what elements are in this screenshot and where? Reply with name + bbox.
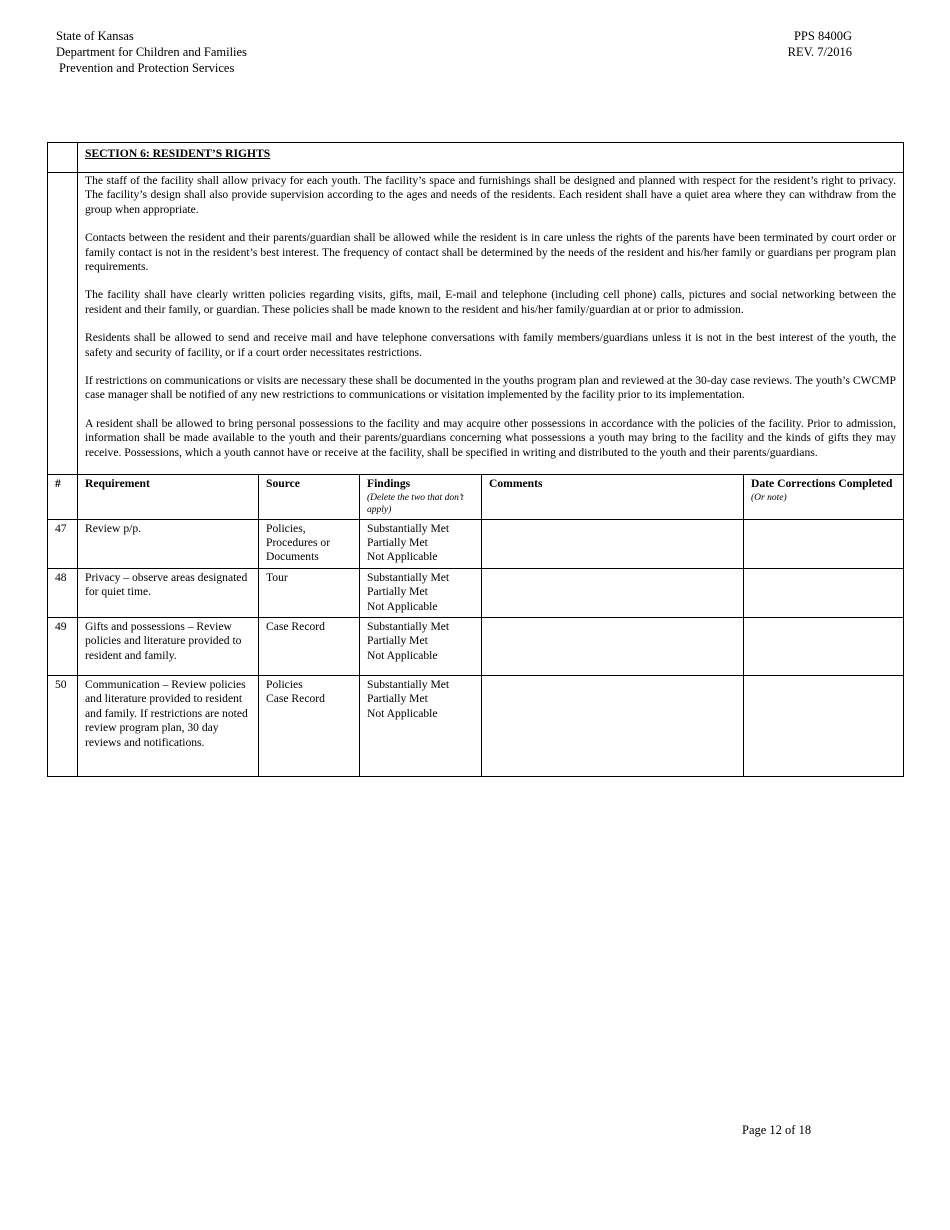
form-revision: REV. 7/2016	[787, 45, 852, 59]
finding-option[interactable]: Partially Met	[367, 535, 428, 549]
col-header-comments: Comments	[482, 475, 744, 519]
narrative-paragraph: The facility shall have clearly written policies regarding visits, gifts, mail, E-mail and telephone (including cell phone) calls, pictures and social networking between the resident and their family, or guardian. These policies shall be made known to the resident and his/her family/guardian at or prior to admission.	[85, 288, 896, 316]
row-findings[interactable]	[360, 568, 482, 617]
column-header-row	[48, 475, 904, 519]
resident-rights-table	[47, 142, 904, 777]
finding-option[interactable]: Not Applicable	[367, 550, 438, 564]
row-date-corrections[interactable]	[744, 617, 904, 675]
table-row	[48, 519, 904, 568]
col-header-requirement: Requirement	[78, 475, 259, 519]
table-row	[48, 617, 904, 675]
form-number: PPS 8400G	[793, 29, 852, 43]
header-state: State of Kansas	[56, 29, 134, 43]
row-requirement: Communication – Review policies and literature provided to resident and family. If restrictions are noted review program plan, 30 day reviews and notifications.	[78, 675, 259, 776]
page-number: Page 12 of 18	[742, 1123, 812, 1137]
section-title: SECTION 6: RESIDENT’S RIGHTS	[85, 147, 271, 160]
finding-option[interactable]: Not Applicable	[367, 599, 438, 613]
table-row	[48, 568, 904, 617]
header-division: Prevention and Protection Services	[59, 61, 235, 75]
row-requirement: Gifts and possessions – Review policies and literature provided to resident and family.	[78, 617, 259, 675]
section-title-row	[48, 143, 904, 173]
date-note: (Or note)	[751, 492, 787, 503]
narrative-paragraph: Residents shall be allowed to send and receive mail and have telephone conversations with family members/guardians unless it is not in the best interest of the youth, the safety and security of facility, or if a court order necessitates restrictions.	[85, 331, 896, 359]
row-findings[interactable]	[360, 519, 482, 568]
row-source: Policies, Procedures or Documents	[259, 519, 360, 568]
row-findings[interactable]	[360, 617, 482, 675]
narrative-paragraph: If restrictions on communications or visits are necessary these shall be documented in the youths program plan and reviewed at the 30-day case reviews. The youth’s CWCMP case manager shall be notified of any new restrictions to communications or visitation implemented by the facility prior to its implementation.	[85, 374, 896, 402]
col-header-findings: Findings (Delete the two that don’t apply)	[360, 475, 482, 519]
row-source: Case Record	[259, 617, 360, 675]
row-comments[interactable]	[482, 519, 744, 568]
header-department: Department for Children and Families	[56, 45, 247, 59]
table-row	[48, 675, 904, 776]
row-number: 50	[48, 675, 78, 776]
row-comments[interactable]	[482, 568, 744, 617]
row-requirement: Privacy – observe areas designated for quiet time.	[78, 568, 259, 617]
row-source: Policies Case Record	[259, 675, 360, 776]
row-source: Tour	[259, 568, 360, 617]
row-number: 47	[48, 519, 78, 568]
blank-cell	[48, 143, 78, 173]
narrative-row	[48, 173, 904, 475]
row-date-corrections[interactable]	[744, 519, 904, 568]
finding-option[interactable]: Substantially Met	[367, 677, 450, 691]
narrative-paragraph: The staff of the facility shall allow privacy for each youth. The facility’s space and furnishings shall be designed and planned with respect for the resident’s right to privacy. The facility’s design shall also provide supervision according to the ages and needs of the residents. Each resident shall have a quiet area where they can withdraw from the group when appropriate.	[85, 174, 896, 216]
finding-option[interactable]: Not Applicable	[367, 706, 438, 720]
row-date-corrections[interactable]	[744, 675, 904, 776]
row-number: 48	[48, 568, 78, 617]
finding-option[interactable]: Partially Met	[367, 634, 428, 648]
header-agency	[56, 28, 247, 76]
row-requirement: Review p/p.	[78, 519, 259, 568]
finding-option[interactable]: Substantially Met	[367, 619, 450, 633]
finding-option[interactable]: Substantially Met	[367, 521, 450, 535]
row-comments[interactable]	[482, 617, 744, 675]
row-findings[interactable]	[360, 675, 482, 776]
row-number: 49	[48, 617, 78, 675]
narrative-paragraph: Contacts between the resident and their parents/guardian shall be allowed while the resident is in care unless the rights of the parents have been terminated by court order or family contact is not in the resident’s best interest. The frequency of contact shall be determined by the needs of the resident and his/her family or guardians per program plan requirements.	[85, 231, 896, 274]
blank-cell	[48, 173, 78, 475]
finding-option[interactable]: Not Applicable	[367, 648, 438, 662]
findings-note: (Delete the two that don’t apply)	[367, 492, 464, 515]
finding-option[interactable]: Substantially Met	[367, 570, 450, 584]
row-comments[interactable]	[482, 675, 744, 776]
header-form-id	[788, 28, 852, 60]
row-date-corrections[interactable]	[744, 568, 904, 617]
finding-option[interactable]: Partially Met	[367, 585, 428, 599]
col-header-date: Date Corrections Completed (Or note)	[744, 475, 904, 519]
col-header-num: #	[48, 475, 78, 519]
narrative-paragraph: A resident shall be allowed to bring personal possessions to the facility and may acquire other possessions in accordance with the policies of the facility. Prior to admission, information shall be made available to the youth and their parents/guardians concerning what possessions a youth may bring to the facility and the kinds of gifts they may receive. Possessions, which a youth cannot have or receive at the facility, shall be specified in writing and distributed to the youth and their parents/guardians.	[85, 416, 896, 459]
finding-option[interactable]: Partially Met	[367, 692, 428, 706]
col-header-source: Source	[259, 475, 360, 519]
